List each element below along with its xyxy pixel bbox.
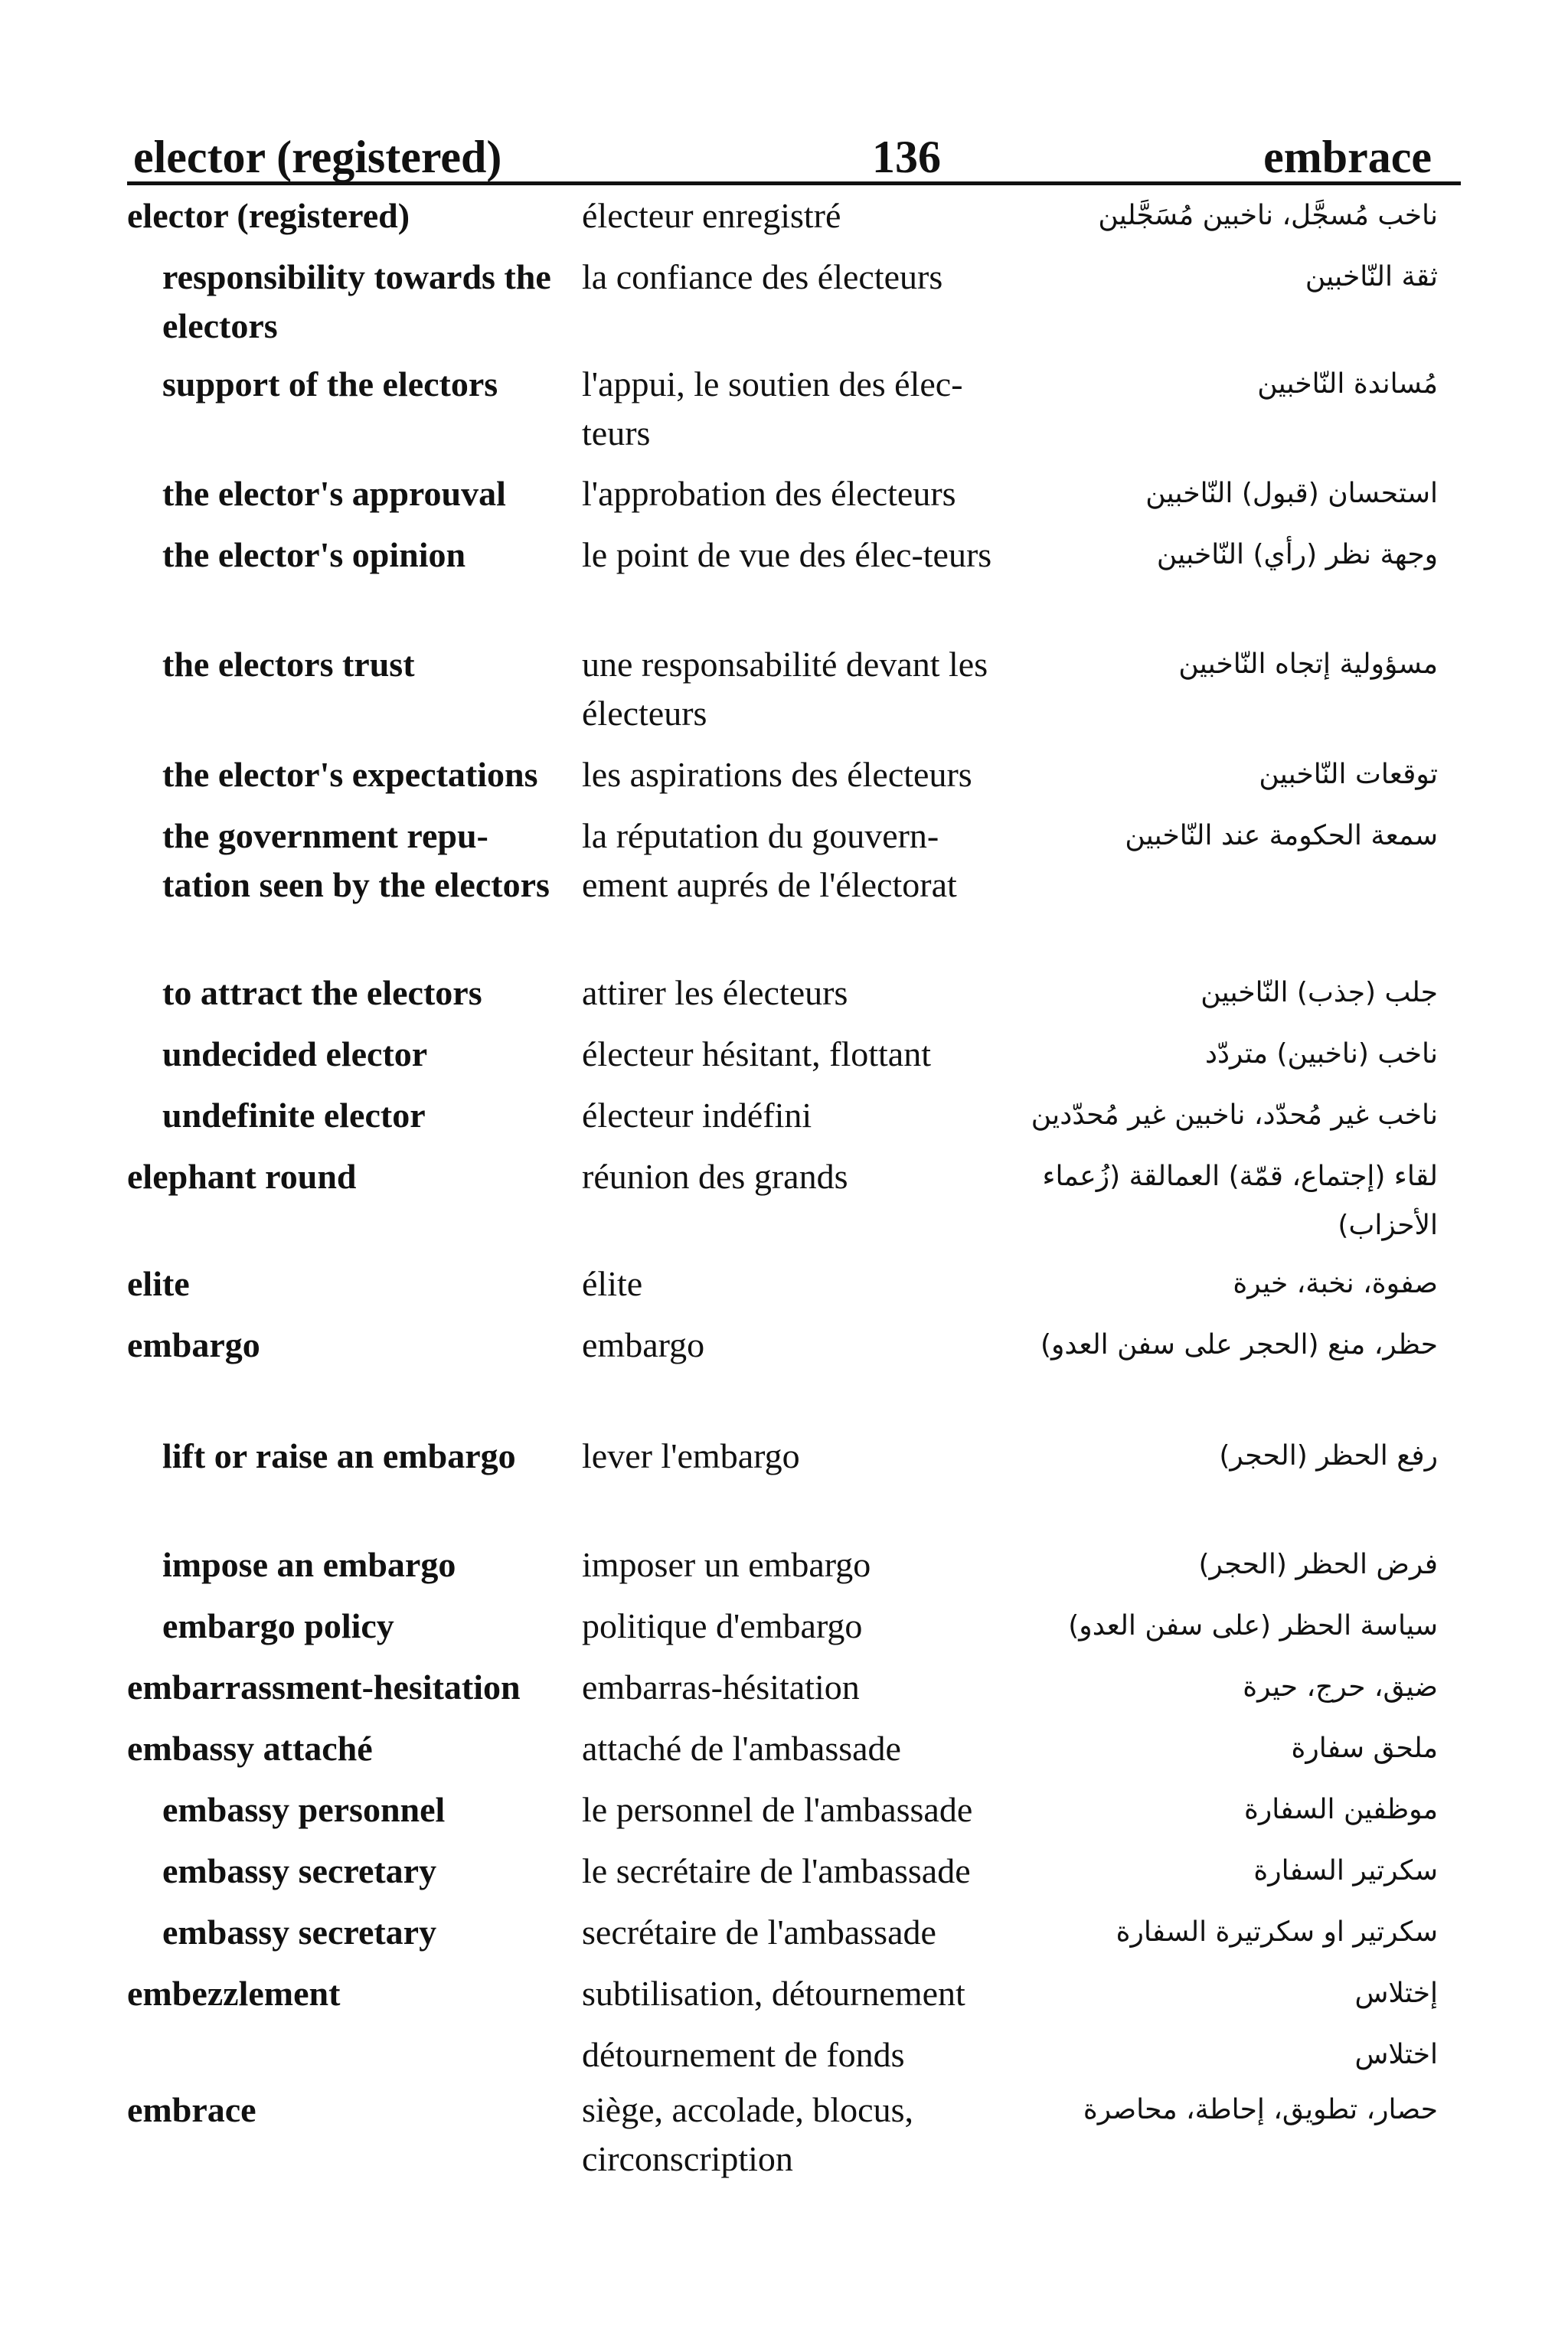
french-term: électeur enregistré bbox=[582, 196, 841, 235]
french-term: détournement de fonds bbox=[582, 2035, 905, 2074]
arabic-term: رفع الحظر (الحجر) bbox=[1219, 1440, 1438, 1472]
english-term: the government repu-tation seen by the electors bbox=[162, 816, 550, 904]
entry-row bbox=[0, 2086, 1568, 2193]
english-term: embassy personnel bbox=[162, 1790, 446, 1829]
header-rule bbox=[127, 181, 1461, 185]
english-term: support of the electors bbox=[162, 364, 498, 403]
english-term: elite bbox=[127, 1264, 190, 1303]
entry-row bbox=[0, 1540, 1568, 1602]
french-term: siège, accolade, blocus, circonscription bbox=[582, 2090, 913, 2178]
french-term: élite bbox=[582, 1264, 643, 1303]
english-term: embargo bbox=[127, 1325, 260, 1364]
arabic-term: ناخب غير مُحدّد، ناخبين غير مُحدّدين bbox=[1031, 1099, 1438, 1131]
english-term: embarrassment-hesitation bbox=[127, 1668, 521, 1707]
french-term: embarras-hésitation bbox=[582, 1668, 860, 1707]
english-term: undecided elector bbox=[162, 1034, 428, 1073]
arabic-term: جلب (جذب) النّاخبين bbox=[1200, 977, 1438, 1008]
arabic-term: لقاء (إجتماع، قمّة) العمالقة (زُعماء الأحزاب) bbox=[1042, 1161, 1438, 1241]
entry-row bbox=[0, 469, 1568, 531]
page-number: 136 bbox=[872, 132, 941, 182]
french-term: le secrétaire de l'ambassade bbox=[582, 1851, 971, 1890]
french-term: embargo bbox=[582, 1325, 705, 1364]
french-term: l'approbation des électeurs bbox=[582, 474, 956, 513]
arabic-term: سمعة الحكومة عند النّاخبين bbox=[1125, 820, 1438, 851]
french-term: attirer les électeurs bbox=[582, 973, 848, 1012]
french-term: le point de vue des élec-teurs bbox=[582, 535, 992, 574]
english-term: embargo policy bbox=[162, 1606, 394, 1645]
arabic-term: مسؤولية إتجاه النّاخبين bbox=[1178, 648, 1438, 680]
entry-row bbox=[0, 1969, 1568, 2030]
english-term: embezzlement bbox=[127, 1974, 341, 2013]
arabic-term: توقعات النّاخبين bbox=[1259, 759, 1438, 790]
french-term: électeur indéfini bbox=[582, 1096, 812, 1135]
entry-row bbox=[0, 1602, 1568, 1663]
entry-row bbox=[0, 1432, 1568, 1540]
entry-row bbox=[0, 1091, 1568, 1152]
french-term: lever l'embargo bbox=[582, 1436, 800, 1475]
arabic-term: استحسان (قبول) النّاخبين bbox=[1145, 478, 1438, 509]
arabic-term: حصار، تطويق، إحاطة، محاصرة bbox=[1083, 2094, 1438, 2125]
english-term: the elector's expectations bbox=[162, 755, 538, 794]
english-term: the electors trust bbox=[162, 645, 415, 684]
french-term: électeur hésitant, flottant bbox=[582, 1034, 931, 1073]
english-term: embrace bbox=[127, 2090, 256, 2129]
entry-row bbox=[0, 812, 1568, 969]
english-term: impose an embargo bbox=[162, 1545, 456, 1584]
french-term: l'appui, le soutien des élec-teurs bbox=[582, 364, 963, 452]
french-term: une responsabilité devant les électeurs bbox=[582, 645, 988, 733]
french-term: le personnel de l'ambassade bbox=[582, 1790, 973, 1829]
english-term: the elector's approuval bbox=[162, 474, 506, 513]
french-term: secrétaire de l'ambassade bbox=[582, 1913, 936, 1952]
arabic-term: سياسة الحظر (على سفن العدو) bbox=[1068, 1610, 1438, 1642]
english-term: the elector's opinion bbox=[162, 535, 466, 574]
arabic-term: ناخب (ناخبين) متردّد bbox=[1204, 1038, 1438, 1070]
header-first-headword: elector (registered) bbox=[133, 132, 502, 182]
arabic-term: موظفين السفارة bbox=[1244, 1794, 1438, 1825]
entry-row bbox=[0, 2030, 1568, 2086]
french-term: réunion des grands bbox=[582, 1157, 848, 1196]
english-term: embassy secretary bbox=[162, 1913, 437, 1952]
entry-row bbox=[0, 1259, 1568, 1321]
arabic-term: إختلاس bbox=[1354, 1978, 1438, 2009]
entry-row bbox=[0, 969, 1568, 1030]
running-header bbox=[127, 129, 1461, 185]
entry-list bbox=[0, 191, 1568, 2193]
english-term: responsibility towards the electors bbox=[162, 257, 551, 345]
french-term: la confiance des électeurs bbox=[582, 257, 943, 296]
french-term: les aspirations des électeurs bbox=[582, 755, 972, 794]
arabic-term: ناخب مُسجَّل، ناخبين مُسَجَّلين bbox=[1098, 200, 1438, 231]
french-term: la réputation du gouvern-ement auprés de l'électorat bbox=[582, 816, 957, 904]
entry-row bbox=[0, 1785, 1568, 1847]
french-term: attaché de l'ambassade bbox=[582, 1729, 901, 1768]
arabic-term: فرض الحظر (الحجر) bbox=[1198, 1549, 1438, 1580]
entry-row bbox=[0, 1724, 1568, 1785]
entry-row bbox=[0, 1908, 1568, 1969]
english-term: to attract the electors bbox=[162, 973, 482, 1012]
entry-row bbox=[0, 640, 1568, 750]
arabic-term: اختلاس bbox=[1354, 2039, 1438, 2070]
arabic-term: حظر، منع (الحجر على سفن العدو) bbox=[1040, 1329, 1438, 1361]
english-term: undefinite elector bbox=[162, 1096, 426, 1135]
header-last-headword: embrace bbox=[1263, 132, 1432, 182]
arabic-term: ملحق سفارة bbox=[1291, 1733, 1438, 1764]
entry-row bbox=[0, 750, 1568, 812]
arabic-term: مُساندة النّاخبين bbox=[1257, 368, 1438, 400]
arabic-term: صفوة، نخبة، خيرة bbox=[1233, 1268, 1438, 1299]
entry-row bbox=[0, 1321, 1568, 1432]
arabic-term: وجهة نظر (رأي) النّاخبين bbox=[1156, 539, 1438, 570]
french-term: politique d'embargo bbox=[582, 1606, 863, 1645]
entry-row bbox=[0, 1847, 1568, 1908]
entry-row bbox=[0, 191, 1568, 253]
english-term: embassy secretary bbox=[162, 1851, 437, 1890]
entry-row bbox=[0, 1030, 1568, 1091]
arabic-term: ثقة النّاخبين bbox=[1305, 261, 1438, 292]
english-term: elephant round bbox=[127, 1157, 357, 1196]
entry-row bbox=[0, 1663, 1568, 1724]
entry-row bbox=[0, 360, 1568, 469]
english-term: lift or raise an embargo bbox=[162, 1436, 516, 1475]
arabic-term: ضيق، حرج، حيرة bbox=[1243, 1671, 1438, 1703]
entry-row bbox=[0, 531, 1568, 640]
english-term: embassy attaché bbox=[127, 1729, 373, 1768]
entry-row bbox=[0, 253, 1568, 360]
entry-row bbox=[0, 1152, 1568, 1259]
english-term: elector (registered) bbox=[127, 196, 410, 235]
arabic-term: سكرتير السفارة bbox=[1253, 1855, 1438, 1887]
french-term: imposer un embargo bbox=[582, 1545, 871, 1584]
arabic-term: سكرتير او سكرتيرة السفارة bbox=[1116, 1916, 1438, 1948]
french-term: subtilisation, détournement bbox=[582, 1974, 965, 2013]
